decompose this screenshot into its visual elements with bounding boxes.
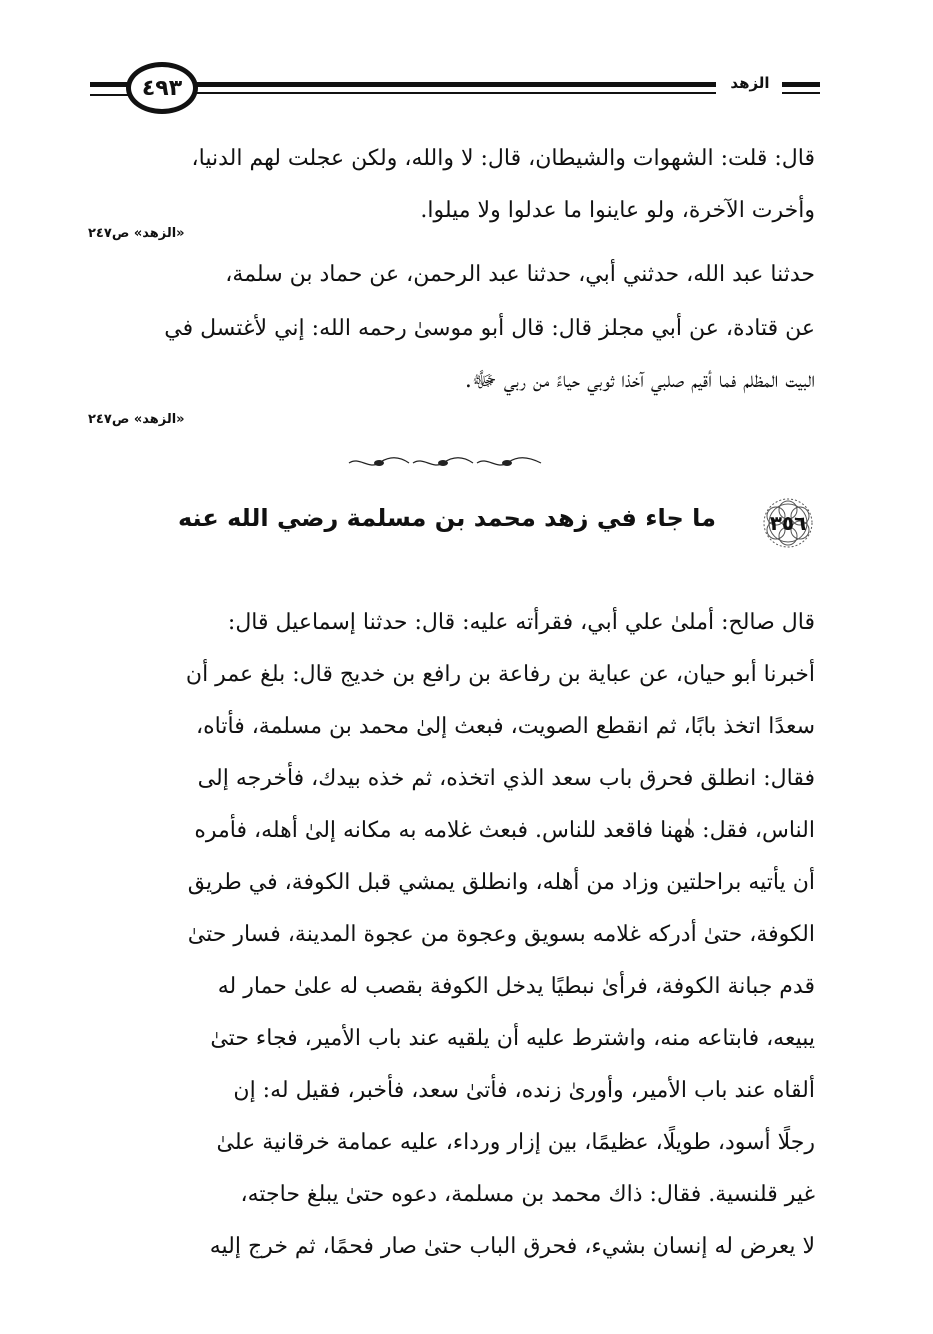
- header-rule: [782, 82, 820, 87]
- paragraph-line: وأخرت الآخرة، ولو عاينوا ما عدلوا ولا ميلوا.: [420, 198, 815, 223]
- paragraph-line: أخبرنا أبو حيان، عن عباية بن رفاعة بن رافع بن خديج قال: بلغ عمر أن: [185, 662, 815, 687]
- paragraph-line: عن قتادة، عن أبي مجلز قال: قال أبو موسىٰ رحمه الله: إني لأغتسل في: [164, 316, 815, 341]
- source-reference: «الزهد» ص٢٤٧: [88, 412, 185, 427]
- section-heading: [150, 494, 820, 554]
- paragraph-line: رجلًا أسود، طويلًا، عظيمًا، بين إزار ورداء، عليه عمامة خرقانية علىٰ: [216, 1130, 815, 1155]
- header-rule: [196, 82, 716, 87]
- section-number: ٣٥٦: [769, 511, 807, 535]
- paragraph-line: ألقاه عند باب الأمير، وأورىٰ زنده، فأتىٰ سعد، فأخبر، فقيل له: إن: [233, 1078, 815, 1103]
- paragraph-line: لا يعرض له إنسان بشيء، فحرق الباب حتىٰ صار فحمًا، ثم خرج إليه: [209, 1234, 815, 1259]
- source-reference: «الزهد» ص٢٤٧: [88, 226, 185, 241]
- paragraph-line: الكوفة، حتىٰ أدركه غلامه بسويق وعجوة من عجوة المدينة، فسار حتىٰ: [187, 922, 815, 947]
- section-number-badge: [756, 496, 820, 550]
- paragraph-line: قدم جبانة الكوفة، فرأىٰ نبطيًا يدخل الكوفة بقصب له علىٰ حمار له: [217, 974, 815, 999]
- section-title: ما جاء في زهد محمد بن مسلمة رضي الله عنه: [177, 504, 716, 532]
- paragraph-line: يبيعه، فابتاعه منه، واشترط عليه أن يلقيه عند باب الأمير، فجاء حتىٰ: [210, 1026, 815, 1051]
- paragraph-line: البيت المظلم فما أقيم صلبي آخذا ثوبي حياءً من ربي ﷻ.: [464, 368, 815, 393]
- page-header: [88, 64, 820, 120]
- header-rule: [782, 92, 820, 94]
- paragraph-line: فقال: انطلق فحرق باب سعد الذي اتخذه، ثم خذه بيدك، فأخرجه إلى: [197, 766, 815, 791]
- header-rule: [196, 92, 716, 94]
- paragraph-line: حدثنا عبد الله، حدثني أبي، حدثنا عبد الرحمن، عن حماد بن سلمة،: [225, 262, 815, 287]
- paragraph-line: قال: قلت: الشهوات والشيطان، قال: لا والله، ولكن عجلت لهم الدنيا،: [191, 146, 815, 171]
- header-rule: [90, 82, 130, 87]
- header-rule: [90, 94, 130, 96]
- paragraph-line: أن يأتيه براحلتين وزاد من أهله، وانطلق يمشي قبل الكوفة، في طريق: [187, 870, 815, 895]
- paragraph-line: غير قلنسية. فقال: ذاك محمد بن مسلمة، دعوه حتىٰ يبلغ حاجته،: [240, 1182, 815, 1207]
- ornament-divider: [345, 456, 545, 470]
- running-title: الزهد: [718, 74, 782, 92]
- page-number: ٤٩٣: [126, 62, 198, 114]
- paragraph-line: سعدًا اتخذ بابًا، ثم انقطع الصويت، فبعث إلىٰ محمد بن مسلمة، فأتاه،: [196, 714, 815, 739]
- paragraph-line: قال صالح: أملىٰ علي أبي، فقرأته عليه: قال: حدثنا إسماعيل قال:: [227, 610, 815, 635]
- paragraph-line: الناس، فقل: هٰهنا فاقعد للناس. فبعث غلامه به مكانه إلىٰ أهله، فأمره: [194, 818, 815, 843]
